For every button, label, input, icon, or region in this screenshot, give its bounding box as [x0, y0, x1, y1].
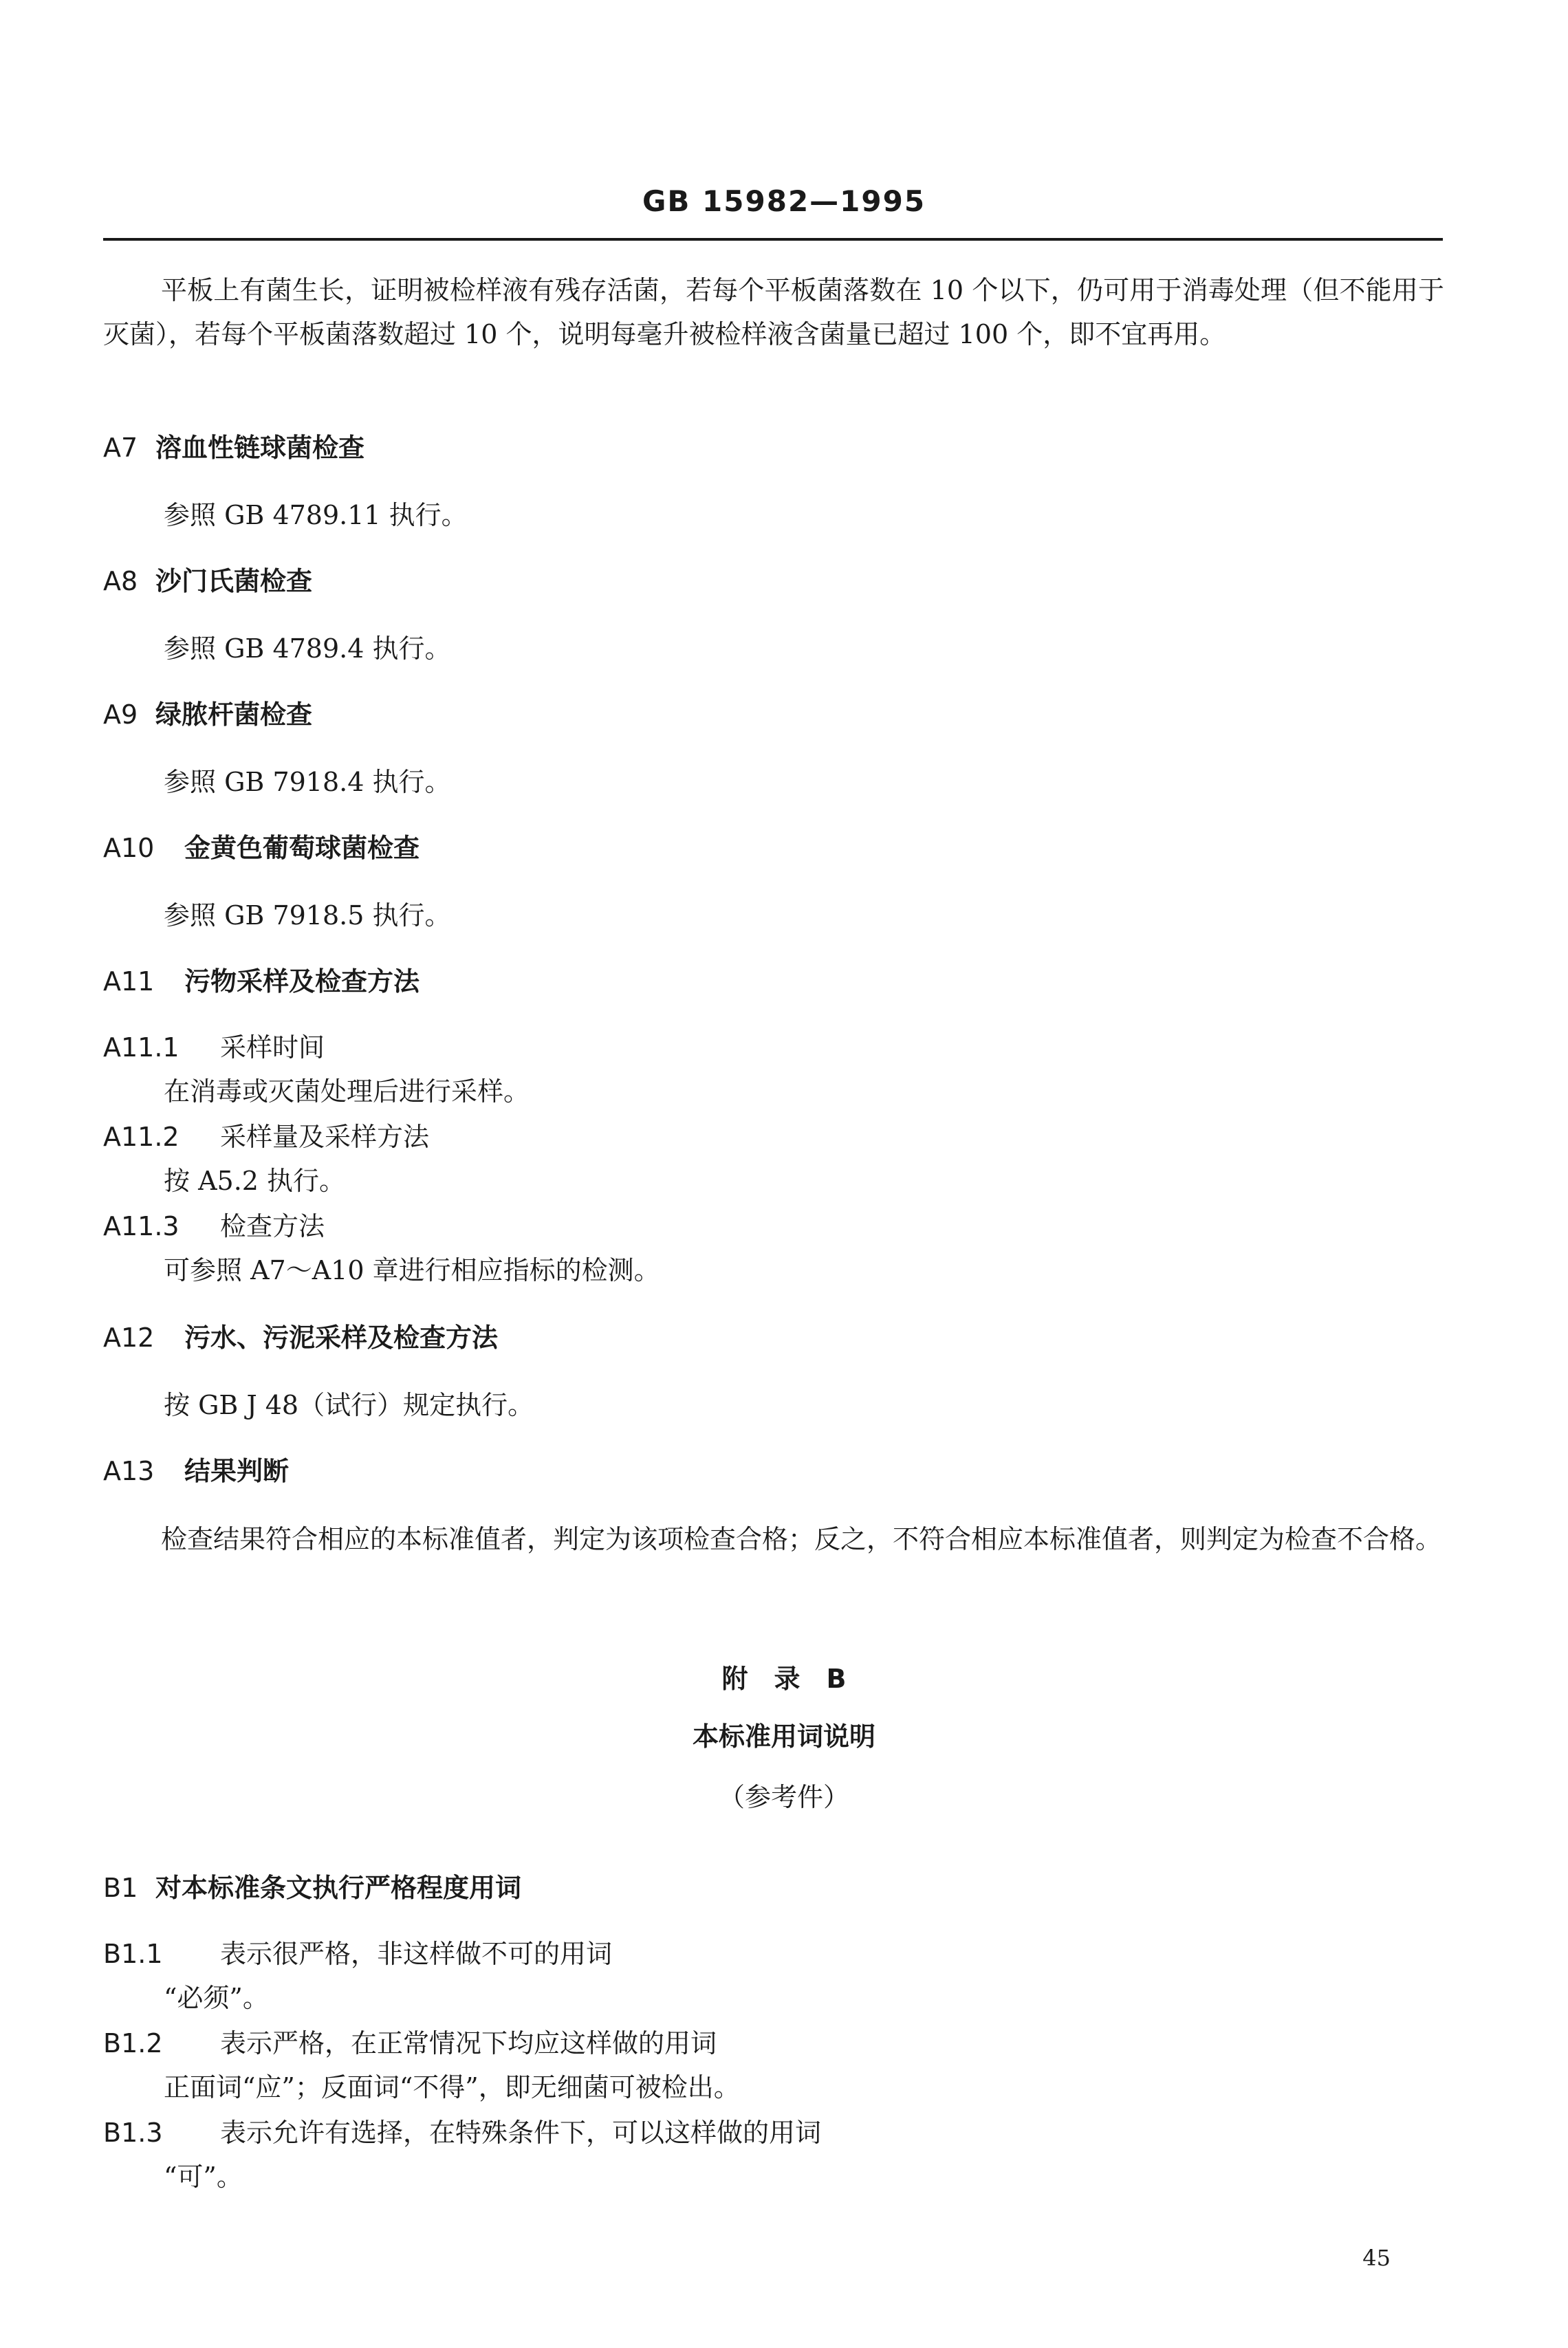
subsection-number: A11.3: [103, 1211, 179, 1241]
section-body-a8: 参照 GB 4789.4 执行。: [164, 633, 451, 664]
section-heading-b1: [103, 1867, 521, 1904]
appendix-title: 本标准用词说明: [692, 1721, 875, 1752]
subsection-number: B1.1: [103, 1939, 163, 1969]
section-body-a7: 参照 GB 4789.11 执行。: [164, 500, 468, 530]
section-heading-a11: [103, 960, 420, 998]
page-header: GB 15982—1995: [642, 184, 926, 218]
subsection-heading-a11-3: [103, 1205, 325, 1243]
subsection-number: B1.3: [103, 2118, 163, 2148]
subsection-heading-b1-2: [103, 2022, 717, 2060]
subsection-title: 采样量及采样方法: [220, 1122, 430, 1152]
section-number: A10: [103, 833, 155, 863]
subsection-body-b1-3: “可”。: [164, 2162, 243, 2192]
section-title: 绿脓杆菌检查: [155, 699, 313, 730]
subsection-body-a11-1: 在消毒或灭菌处理后进行采样。: [164, 1076, 530, 1107]
section-body-a13: 检查结果符合相应的本标准值者，判定为该项检查合格；反之，不符合相应本标准值者，则判定为检查不合格。: [161, 1524, 1442, 1554]
subsection-heading-b1-1: [103, 1933, 612, 1970]
section-heading-a12: [103, 1316, 498, 1354]
section-heading-a7: [103, 426, 364, 464]
section-body-a9: 参照 GB 7918.4 执行。: [164, 767, 451, 797]
section-title: 溶血性链球菌检查: [155, 433, 365, 463]
section-title: 对本标准条文执行严格程度用词: [155, 1873, 522, 1903]
section-body-a12: 按 GB J 48（试行）规定执行。: [164, 1390, 534, 1420]
section-heading-a10: [103, 827, 420, 865]
subsection-body-b1-1: “必须”。: [164, 1983, 269, 2013]
section-number: A9: [103, 699, 138, 730]
section-number: A11: [103, 966, 155, 997]
subsection-body-b1-2: 正面词“应”；反面词“不得”，即无细菌可被检出。: [164, 2072, 740, 2102]
subsection-title: 表示严格，在正常情况下均应这样做的用词: [220, 2028, 717, 2058]
section-number: A13: [103, 1456, 155, 1486]
section-number: A8: [103, 566, 138, 596]
subsection-title: 表示很严格，非这样做不可的用词: [220, 1939, 613, 1969]
section-heading-a8: [103, 560, 312, 598]
subsection-title: 检查方法: [220, 1211, 325, 1241]
section-title: 沙门氏菌检查: [155, 566, 313, 596]
subsection-heading-a11-1: [103, 1026, 325, 1064]
subsection-number: B1.2: [103, 2028, 163, 2058]
subsection-number: A11.2: [103, 1122, 179, 1152]
section-title: 结果判断: [184, 1456, 290, 1486]
section-number: A12: [103, 1323, 155, 1353]
subsection-heading-a11-2: [103, 1116, 429, 1153]
subsection-number: A11.1: [103, 1032, 179, 1063]
page-number: 45: [1362, 2245, 1391, 2271]
section-number: A7: [103, 433, 138, 463]
section-title: 污物采样及检查方法: [184, 966, 420, 997]
subsection-body-a11-3: 可参照 A7～A10 章进行相应指标的检测。: [164, 1255, 660, 1285]
section-heading-a13: [103, 1450, 289, 1488]
header-rule: [103, 238, 1443, 241]
appendix-label: 附 录 B: [721, 1664, 847, 1694]
section-title: 金黄色葡萄球菌检查: [184, 833, 420, 863]
subsection-body-a11-2: 按 A5.2 执行。: [164, 1166, 346, 1196]
appendix-note: （参考件）: [718, 1782, 849, 1812]
section-title: 污水、污泥采样及检查方法: [184, 1323, 499, 1353]
intro-paragraph: 平板上有菌生长，证明被检样液有残存活菌，若每个平板菌落数在 10 个以下，仍可用于消毒处理（但不能用于灭菌），若每个平板菌落数超过 10 个，说明每毫升被检样液含菌量已超过 100 个，即不宜再用。: [103, 275, 1444, 349]
subsection-title: 表示允许有选择，在特殊条件下，可以这样做的用词: [220, 2118, 822, 2148]
section-heading-a9: [103, 693, 312, 731]
subsection-heading-b1-3: [103, 2111, 821, 2149]
section-number: B1: [103, 1873, 138, 1903]
section-body-a10: 参照 GB 7918.5 执行。: [164, 900, 451, 931]
subsection-title: 采样时间: [220, 1032, 325, 1063]
